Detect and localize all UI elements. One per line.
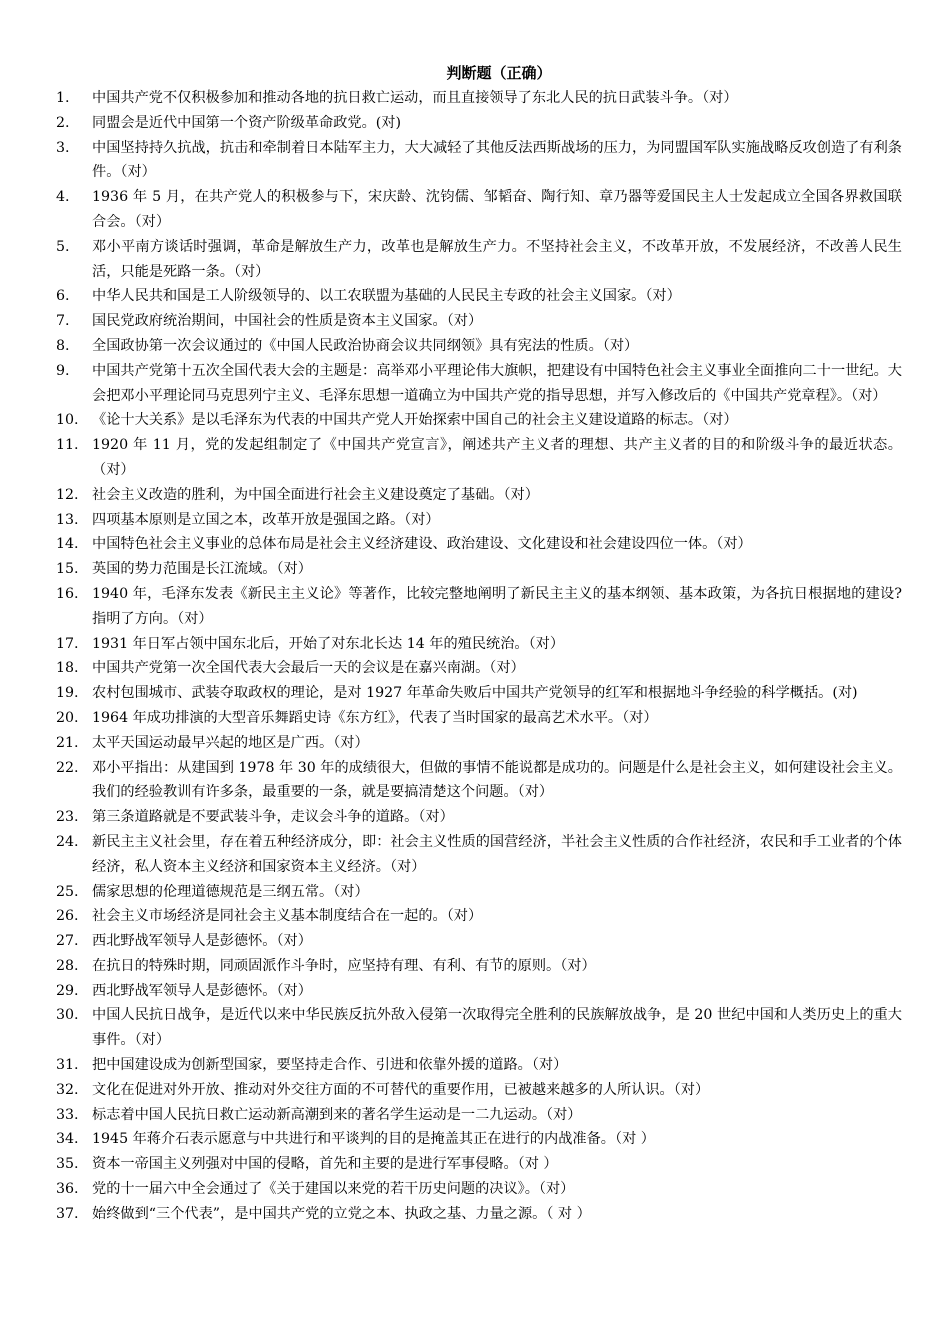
question-number: 27. [56, 933, 79, 950]
question-item [56, 656, 902, 681]
question-text: 始终做到“三个代表”，是中国共产党的立党之本、执政之基、力量之源。（ 对 ） [92, 1205, 591, 1222]
question-number: 25. [56, 883, 79, 900]
question-number: 11. [56, 437, 79, 454]
question-number: 35. [56, 1156, 79, 1173]
question-text: 西北野战军领导人是彭德怀。（对） [92, 933, 312, 950]
question-item [56, 235, 902, 285]
question-item [56, 111, 902, 136]
question-item [56, 1003, 902, 1053]
question-number: 32. [56, 1081, 79, 1098]
question-item [56, 805, 902, 830]
question-number: 9. [56, 362, 70, 379]
question-item [56, 1152, 902, 1177]
question-item [56, 880, 902, 905]
question-number: 6. [56, 288, 70, 305]
question-item [56, 334, 902, 359]
question-number: 21. [56, 734, 79, 751]
question-item [56, 359, 902, 409]
question-text: 中华人民共和国是工人阶级领导的、以工农联盟为基础的人民民主专政的社会主义国家。（对） [92, 288, 681, 305]
question-item [56, 904, 902, 929]
question-number: 14. [56, 536, 79, 553]
question-text: 中国人民抗日战争，是近代以来中华民族反抗外敌入侵第一次取得完全胜利的民族解放战争，是 20 世纪中国和人类历史上的重大事件。（对） [92, 1007, 902, 1049]
question-number: 30. [56, 1007, 79, 1024]
question-number: 22. [56, 759, 79, 776]
question-text: 中国共产党第十五次全国代表大会的主题是：高举邓小平理论伟大旗帜，把建设有中国特色社会主义事业全面推向二十一世纪。大会把邓小平理论同马克思列宁主义、毛泽东思想一道确立为中国共产党的指导思想，并写入修改后的《中国共产党章程》。（对） [92, 362, 902, 404]
question-item [56, 284, 902, 309]
question-text: 太平天国运动最早兴起的地区是广西。（对） [92, 734, 369, 751]
question-text: 中国共产党不仅积极参加和推动各地的抗日救亡运动，而且直接领导了东北人民的抗日武装斗争。（对） [92, 90, 738, 106]
question-item [56, 136, 902, 186]
question-item [56, 706, 902, 731]
question-number: 2. [56, 114, 70, 131]
question-text: 文化在促进对外开放、推动对外交往方面的不可替代的重要作用，已被越来越多的人所认识。（对） [92, 1081, 710, 1098]
question-item [56, 433, 902, 483]
question-number: 3. [56, 139, 70, 156]
question-list [56, 86, 902, 1227]
question-item [56, 86, 902, 111]
question-text: 在抗日的特殊时期，同顽固派作斗争时，应坚持有理、有利、有节的原则。（对） [92, 957, 596, 974]
question-text: 1964 年成功排演的大型音乐舞蹈史诗《东方红》，代表了当时国家的最高艺术水平。（对） [92, 709, 658, 726]
question-item [56, 954, 902, 979]
question-number: 7. [56, 313, 70, 330]
question-text: 西北野战军领导人是彭德怀。（对） [92, 982, 312, 999]
question-item [56, 1177, 902, 1202]
question-item [56, 483, 902, 508]
question-item [56, 929, 902, 954]
question-text: 农村包围城市、武装夺取政权的理论，是对 1927 年革命失败后中国共产党领导的红军和根据地斗争经验的科学概括。(对) [92, 685, 858, 702]
question-number: 18. [56, 660, 79, 677]
question-number: 4. [56, 189, 70, 206]
question-item [56, 756, 902, 806]
question-item [56, 1053, 902, 1078]
question-number: 10. [56, 412, 79, 429]
question-number: 8. [56, 337, 70, 354]
question-text: 国民党政府统治期间，中国社会的性质是资本主义国家。（对） [92, 313, 483, 330]
question-text: 第三条道路就是不要武装斗争，走议会斗争的道路。（对） [92, 809, 454, 826]
question-number: 26. [56, 908, 79, 925]
question-number: 23. [56, 809, 79, 826]
question-item [56, 1103, 902, 1128]
question-number: 31. [56, 1057, 79, 1074]
question-text: 儒家思想的伦理道德规范是三纲五常。（对） [92, 883, 369, 900]
question-number: 33. [56, 1106, 79, 1123]
question-text: 新民主主义社会里，存在着五种经济成分，即：社会主义性质的国营经济，半社会主义性质的合作社经济，农民和手工业者的个体经济，私人资本主义经济和国家资本主义经济。（对） [92, 833, 902, 875]
question-item [56, 1202, 902, 1227]
question-item [56, 185, 902, 235]
question-item [56, 681, 902, 706]
question-number: 34. [56, 1131, 79, 1148]
question-number: 28. [56, 957, 79, 974]
question-text: 邓小平指出：从建国到 1978 年 30 年的成绩很大，但做的事情不能说都是成功的。问题是什么是社会主义，如何建设社会主义。我们的经验教训有许多条，最重要的一条，就是要搞清楚这个问题。（对） [92, 759, 902, 801]
question-item [56, 830, 902, 880]
question-text: 中国共产党第一次全国代表大会最后一天的会议是在嘉兴南湖。（对） [92, 660, 525, 677]
question-text: 1936 年 5 月，在共产党人的积极参与下，宋庆龄、沈钧儒、邹韬奋、陶行知、章乃器等爱国民主人士发起成立全国各界救国联合会。（对） [92, 189, 902, 230]
question-number: 24. [56, 833, 79, 850]
question-item [56, 731, 902, 756]
question-item [56, 408, 902, 433]
question-text: 党的十一届六中全会通过了《关于建国以来党的若干历史问题的决议》。（对） [92, 1181, 575, 1198]
question-number: 20. [56, 709, 79, 726]
question-text: 资本一帝国主义列强对中国的侵略，首先和主要的是进行军事侵略。（对 ） [92, 1156, 558, 1173]
question-text: 1931 年日军占领中国东北后，开始了对东北长达 14 年的殖民统治。（对） [92, 635, 565, 652]
question-text: 邓小平南方谈话时强调，革命是解放生产力，改革也是解放生产力。不坚持社会主义，不改革开放，不发展经济，不改善人民生活，只能是死路一条。（对） [92, 238, 902, 280]
question-text: 四项基本原则是立国之本，改革开放是强国之路。（对） [92, 511, 440, 528]
question-number: 5. [56, 238, 70, 255]
question-item [56, 582, 902, 632]
question-item [56, 557, 902, 582]
question-text: 中国特色社会主义事业的总体布局是社会主义经济建设、政治建设、文化建设和社会建设四位一体。（对） [92, 536, 752, 553]
question-text: 社会主义市场经济是同社会主义基本制度结合在一起的。（对） [92, 908, 483, 925]
question-number: 19. [56, 685, 79, 702]
question-number: 16. [56, 585, 79, 602]
document-title: 判断题（正确） [446, 64, 552, 82]
question-number: 1. [56, 90, 70, 106]
question-item [56, 1127, 902, 1152]
question-number: 29. [56, 982, 79, 999]
question-number: 37. [56, 1205, 79, 1222]
question-text: 1945 年蒋介石表示愿意与中共进行和平谈判的目的是掩盖其正在进行的内战准备。（对 ） [92, 1131, 655, 1148]
question-item [56, 309, 902, 334]
question-text: 1920 年 11 月，党的发起组制定了《中国共产党宣言》，阐述共产主义者的理想、共产主义者的目的和阶级斗争的最近状态。（对） [92, 437, 902, 478]
question-item [56, 979, 902, 1004]
question-text: 同盟会是近代中国第一个资产阶级革命政党。(对) [92, 114, 402, 131]
question-text: 1940 年，毛泽东发表《新民主主义论》等著作，比较完整地阐明了新民主主义的基本纲领、基本政策，为各抗日根据地的建设?指明了方向。（对） [92, 585, 902, 627]
question-text: 中国坚持持久抗战，抗击和牵制着日本陆军主力，大大减轻了其他反法西斯战场的压力，为同盟国军队实施战略反攻创造了有利条件。（对） [92, 139, 902, 181]
question-number: 13. [56, 511, 79, 528]
question-text: 标志着中国人民抗日救亡运动新高潮到来的著名学生运动是一二九运动。（对） [92, 1106, 582, 1123]
question-number: 12. [56, 486, 79, 503]
question-text: 英国的势力范围是长江流域。（对） [92, 561, 312, 578]
question-item [56, 1078, 902, 1103]
question-item [56, 508, 902, 533]
question-text: 《论十大关系》是以毛泽东为代表的中国共产党人开始探索中国自己的社会主义建设道路的标志。（对） [92, 412, 738, 429]
question-item [56, 532, 902, 557]
question-text: 社会主义改造的胜利，为中国全面进行社会主义建设奠定了基础。（对） [92, 486, 539, 503]
question-text: 把中国建设成为创新型国家，要坚持走合作、引进和依靠外援的道路。（对） [92, 1057, 568, 1074]
question-item [56, 632, 902, 657]
question-text: 全国政协第一次会议通过的《中国人民政治协商会议共同纲领》具有宪法的性质。（对） [92, 337, 639, 354]
question-number: 15. [56, 561, 79, 578]
question-number: 17. [56, 635, 79, 652]
question-number: 36. [56, 1181, 79, 1198]
